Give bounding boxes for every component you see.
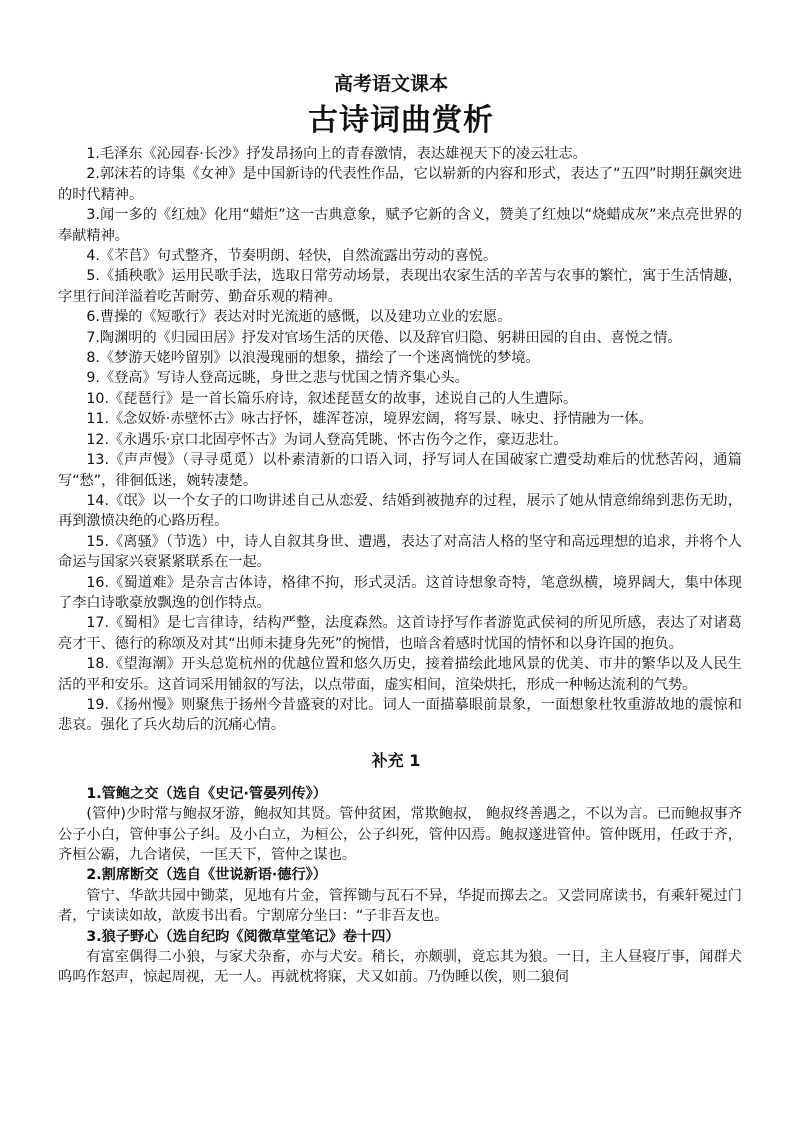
list-item: 19.《扬州慢》则聚焦于扬州今昔盛衰的对比。词人一面描摹眼前景象，一面想象杜牧重游故地的震惊和悲哀。强化了兵火劫后的沉痛心情。	[58, 696, 742, 734]
item-list	[58, 144, 742, 736]
list-item: 8.《梦游天姥吟留别》以浪漫瑰丽的想象，描绘了一个迷离惝恍的梦境。	[86, 350, 540, 367]
list-item: 12.《永遇乐·京口北固亭怀古》为词人登高凭眺、怀古伤今之作，豪迈悲壮。	[86, 431, 568, 448]
list-item: 16.《蜀道难》是杂言古体诗，格律不拘，形式灵活。这首诗想象奇特，笔意纵横，境界阔大，集中体现了李白诗歌豪放飘逸的创作特点。	[58, 574, 742, 611]
supplement-title: 补充 1	[371, 750, 421, 770]
list-item: 14.《氓》以一个女子的口吻讲述自己从恋爱、结婚到被抛弃的过程，展示了她从情意绵绵到悲伤无助，再到激愤决绝的心路历程。	[58, 492, 742, 530]
list-item: 2.郭沫若的诗集《女神》是中国新诗的代表性作品，它以崭新的内容和形式，表达了“五四”时期狂飙突进的时代精神。	[58, 166, 742, 203]
list-item: 1.毛泽东《沁园春·长沙》抒发昂扬向上的青春激情，表达雄视天下的凌云壮志。	[86, 146, 587, 162]
list-item: 11.《念奴娇·赤壁怀古》咏古抒怀，雄浑苍凉，境界宏阔，将写景、咏史、抒情融为一体。	[86, 411, 653, 428]
list-item: 9.《登高》写诗人登高远眺，身世之悲与忧国之情齐集心头。	[86, 370, 469, 387]
supplement-text: (管仲)少时常与鲍叔牙游，鲍叔知其贤。管仲贫困，常欺鲍叔， 鲍叔终善遇之，不以为言。已而鲍叔事齐公子小白，管仲事公子纠。及小白立，为桓公，公子纠死，管仲囚焉。鲍叔遂进管仲。管仲既用，任政于齐，齐桓公霸，九合诸侯，一匡天下，管仲之谋也。	[58, 806, 742, 863]
supplement-heading: 1.管鲍之交（选自《史记·管晏列传》）	[86, 785, 327, 802]
list-item: 6.曹操的《短歌行》表达对时光流逝的感慨，以及建功立业的宏愿。	[86, 309, 512, 326]
supplement-heading: 3.狼子野心（选自纪昀《阅微草堂笔记》卷十四）	[86, 928, 400, 945]
supplement-text: 有富室偶得二小狼，与家犬杂畜，亦与犬安。稍长，亦颇驯，竟忘其为狼。一日，主人昼寝厅事，闻群犬呜呜作怒声，惊起周视，无一人。再就枕将寐，犬又如前。乃伪睡以俟，则二狼伺	[58, 949, 742, 986]
document-subtitle: 高考语文课本	[333, 73, 448, 95]
list-item: 15.《离骚》（节选）中，诗人自叙其身世、遭遇，表达了对高洁人格的坚守和高远理想的追求，并将个人命运与国家兴衰紧紧联系在一起。	[58, 533, 742, 571]
supplement-text: 管宁、华歆共园中锄菜，见地有片金，管挥锄与瓦石不异，华捉而掷去之。又尝同席读书，有乘轩冕过门者，宁读读如故，歆废书出看。宁割席分坐曰：“子非吾友也。	[58, 887, 742, 925]
list-item: 18.《望海潮》开头总览杭州的优越位置和悠久历史，接着描绘此地风景的优美、市井的繁华以及人民生活的平和安乐。这首词采用铺叙的写法，以点带面，虚实相间，渲染烘托，形成一种畅达流利的气势。	[58, 656, 742, 693]
list-item: 3.闻一多的《红烛》化用“蜡炬”这一古典意象，赋予它新的含义，赞美了红烛以“烧蜡成灰”来点亮世界的奉献精神。	[58, 207, 742, 244]
list-item: 7.陶渊明的《归园田居》抒发对官场生活的厌倦、以及辞官归隐、躬耕田园的自由、喜悦之情。	[86, 329, 682, 346]
list-item: 13.《声声慢》（寻寻觅觅）以朴素清新的口语入词，抒写词人在国破家亡遭受劫难后的忧愁苦闷，通篇写“愁”，徘徊低迷，婉转凄楚。	[58, 452, 742, 489]
list-item: 4.《芣苢》句式整齐，节奏明朗、轻快，自然流露出劳动的喜悦。	[86, 248, 498, 265]
list-item: 5.《插秧歌》运用民歌手法，选取日常劳动场景，表现出农家生活的辛苦与农事的繁忙，寓于生活情趣，字里行间洋溢着吃苦耐劳、勤奋乐观的精神。	[58, 268, 742, 305]
document-title: 古诗词曲赏析	[308, 103, 494, 138]
supplement-section	[58, 784, 742, 988]
list-item: 17.《蜀相》是七言律诗，结构严整，法度森然。这首诗抒写作者游览武侯祠的所见所感，表达了对诸葛亮才干、德行的称颂及对其“出师未捷身先死”的惋惜，也暗含着感时忧国的情怀和以身许国的抱负。	[58, 615, 742, 652]
supplement-heading: 2.割席断交（选自《世说新语·德行》）	[86, 867, 327, 884]
list-item: 10.《琵琶行》是一首长篇乐府诗，叙述琵琶女的故事，述说自己的人生遭际。	[86, 390, 578, 407]
